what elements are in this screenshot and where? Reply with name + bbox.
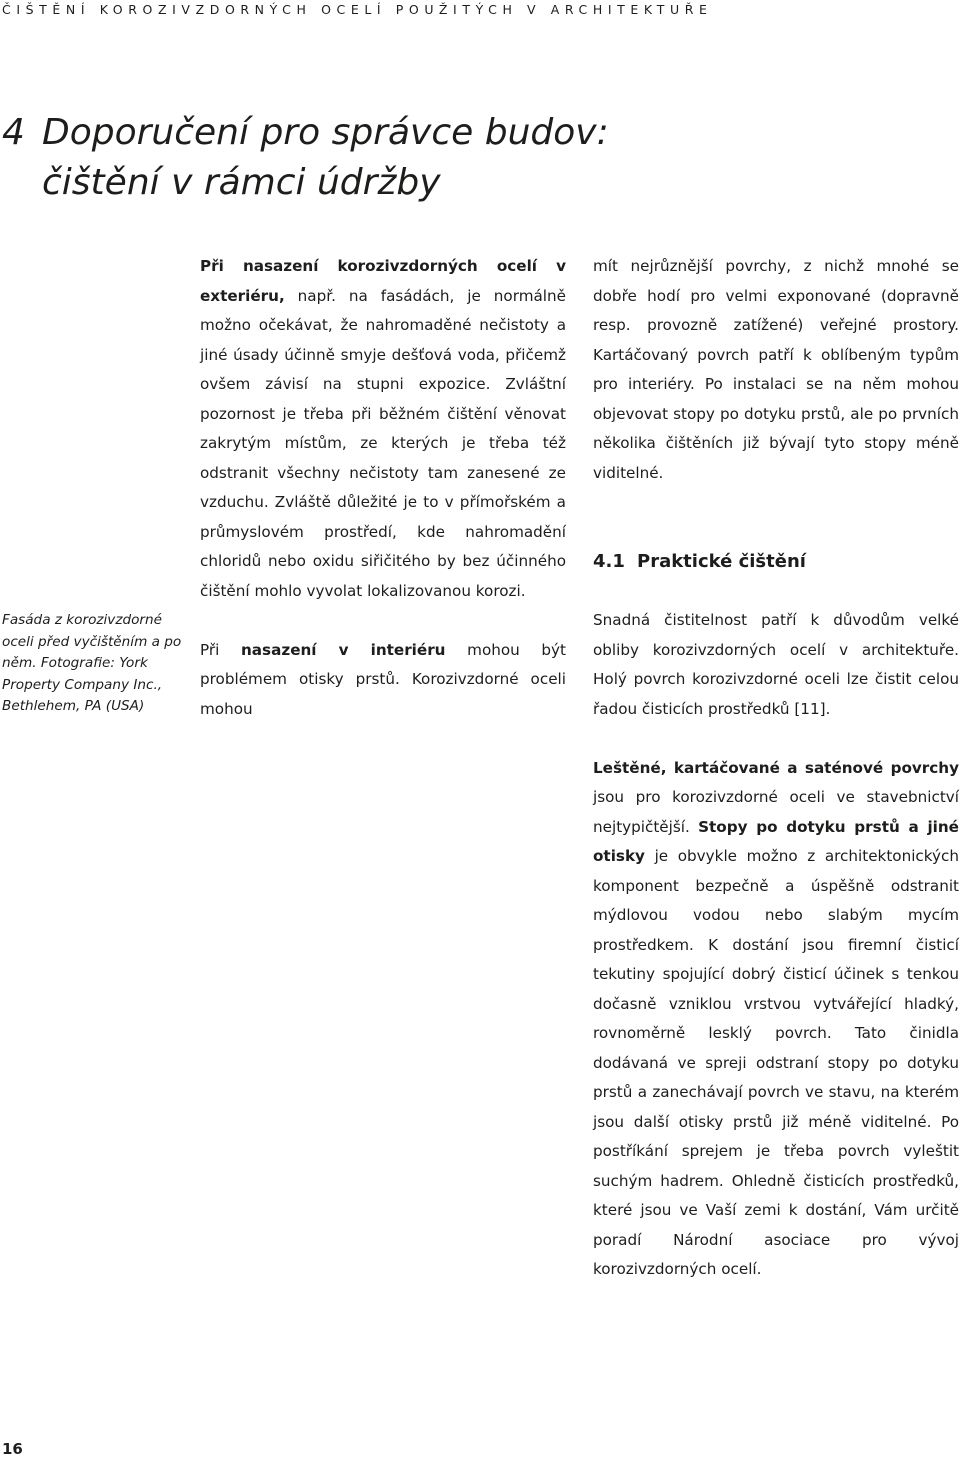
right-column [593,252,959,1285]
running-head: ČIŠTĚNÍ KOROZIVZDORNÝCH OCELÍ POUŽITÝCH V ARCHITEKTUŘE [2,2,713,17]
paragraph-text: je obvykle možno z architektonických komponent bezpečně a úspěšně odstranit mýdlovou vodou nebo slabým mycím prostředkem. K dostání jsou firemní čisticí tekutiny spojující dobrý čisticí účinek s tenkou dočasně vzniklou vrstvou vytvářející hladký, rovnoměrně lesklý povrch. Tato činidla dodávaná ve spreji odstraní stopy po dotyku prstů a zanechávají povrch ve stavu, na kterém jsou další otisky prstů již méně viditelné. Po postříkání sprejem je třeba povrch vyleštit suchým hadrem. Ohledně čisticích prostředků, které jsou ve Vaší zemi k dostání, Vám určitě poradí Národní asociace pro vývoj korozivzdorných ocelí. [593,847,959,1278]
bold-phrase: nasazení v interiéru [241,640,446,659]
bold-phrase: Při nasazení korozivzdorných ocelí v exteriéru, [200,257,566,305]
bold-phrase: Leštěné, kartáčované a saténové povrchy [593,758,959,777]
paragraph-cleanability: Snadná čistitelnost patří k důvodům velké obliby korozivzdorných ocelí v architektuře. Holý povrch korozivzdorné oceli lze čistit celou řadou čisticích prostředků [11]. [593,611,959,718]
section-title: Praktické čištění [637,551,806,572]
paragraph-text: např. na fasádách, je normálně možno očekávat, že nahromaděné nečistoty a jiné úsady účinně smyje dešťová voda, přičemž ovšem závisí na stupni expozice. Zvláštní pozornost je třeba při běžném čištění věnovat zakrytým místům, ze kterých je třeba též odstranit všechny nečistoty tam zanesené ze vzduchu. Zvláště důležité je to v přímořském a průmyslovém prostředí, kde nahromadění chloridů nebo oxidu siřičitého by bez účinného čištění mohlo vyvolat lokalizovanou korozi. [200,286,566,600]
photo-caption: Fasáda z korozivzdorné oceli před vyčištěním a po něm. Fotografie: York Property Company Inc., Bethlehem, PA (USA) [2,612,182,714]
section-heading [593,547,959,577]
chapter-title-line2: čištění v rámci údržby [42,162,441,203]
chapter-number: 4 [2,112,25,153]
paragraph-text: jsou pro korozivzdorné oceli ve stavebnictví nejtypičtější. [593,788,959,836]
section-number: 4.1 [593,551,625,572]
paragraph-interior [200,636,566,725]
paragraph-text: mohou být problémem otisky prstů. Korozivzdorné oceli mohou [200,640,566,718]
page-number: 16 [2,1440,23,1458]
paragraph-surfaces: mít nejrůznější povrchy, z nichž mnohé se dobře hodí pro velmi exponované (dopravně resp. provozně zatížené) veřejné prostory. Kartáčovaný povrch patří k oblíbeným typům pro interiéry. Po instalaci se na něm mohou objevovat stopy po dotyku prstů, ale po prvních několika čištěních již bývají tyto stopy méně viditelné. [593,257,959,482]
bold-phrase: Stopy po dotyku prstů a jiné otisky [593,817,959,865]
middle-column [200,252,566,724]
paragraph-text: Při [200,640,241,659]
paragraph-exterior [200,252,566,606]
chapter-title-line1: Doporučení pro správce budov: [42,112,609,153]
paragraph-fingerprints [593,754,959,1285]
chapter-title [2,108,722,208]
